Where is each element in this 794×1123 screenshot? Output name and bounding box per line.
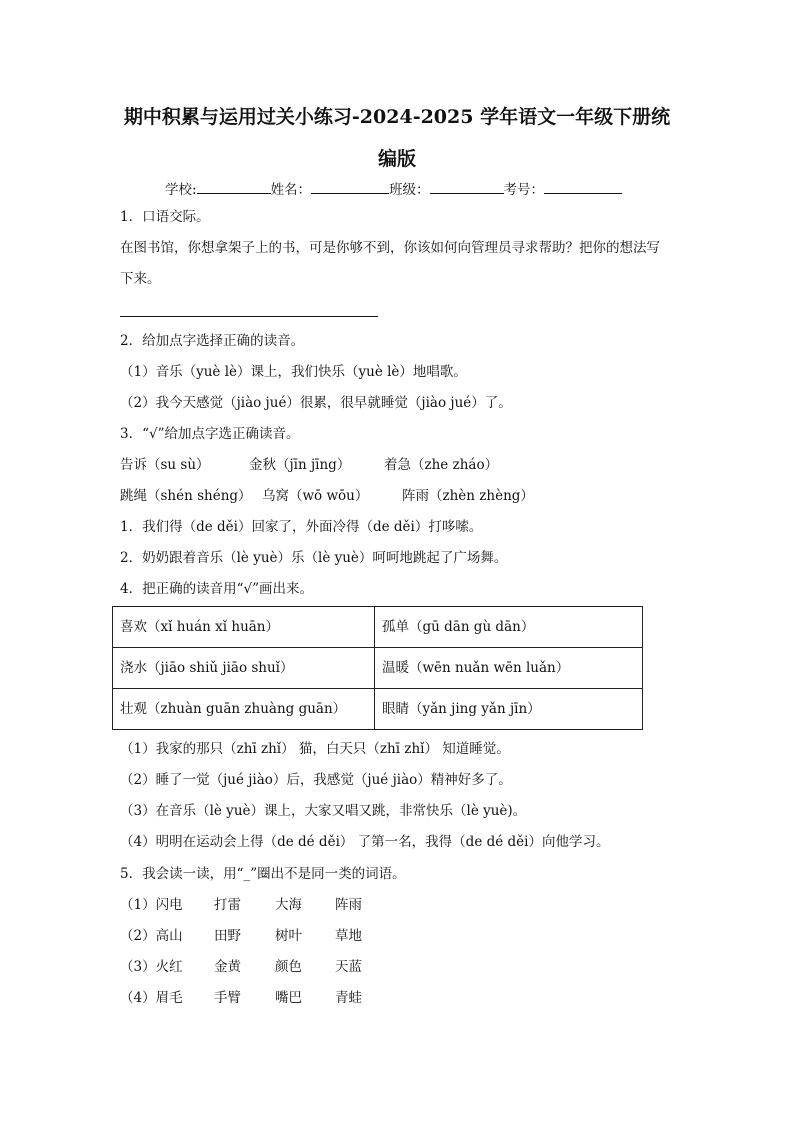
q1-answer-line[interactable] — [120, 316, 378, 317]
q5-word[interactable]: 阵雨 — [335, 897, 362, 913]
q3-word: 告诉（su sù） — [120, 457, 210, 473]
q4-item-4: （4）明明在运动会上得（de dé děi） 了第一名，我得（de dé děi）向他学习。 — [120, 834, 610, 850]
q3-word: 着急（zhe zháo） — [384, 457, 499, 473]
q3-sentence-2: 2．奶奶跟着音乐（lè yuè）乐（lè yuè）呵呵地跳起了广场舞。 — [120, 550, 508, 566]
q5-word[interactable]: 树叶 — [275, 928, 302, 944]
q5-word[interactable]: 嘴巴 — [275, 990, 302, 1006]
q5-word[interactable]: （2）高山 — [120, 928, 183, 944]
q5-word[interactable]: 田野 — [214, 928, 241, 944]
q1-text-line-1: 在图书馆，你想拿架子上的书，可是你够不到，你该如何向管理员寻求帮助？把你的想法写 — [120, 240, 660, 256]
q5-word[interactable]: 天蓝 — [335, 959, 362, 975]
q4-item-1: （1）我家的那只（zhī zhǐ） 猫，白天只（zhī zhǐ） 知道睡觉。 — [120, 741, 510, 757]
q3-heading: 3．“√”给加点字选正确读音。 — [120, 426, 300, 442]
q5-word[interactable]: 打雷 — [214, 897, 241, 913]
q3-word: 金秋（jīn jīng） — [249, 457, 351, 473]
q5-word[interactable]: 颜色 — [275, 959, 302, 975]
school-label: 学校: — [165, 182, 197, 198]
q5-word[interactable]: 青蛙 — [335, 990, 362, 1006]
q5-word[interactable]: （4）眉毛 — [120, 990, 183, 1006]
q5-word[interactable]: 手臂 — [214, 990, 241, 1006]
class-label: 班级： — [389, 182, 430, 198]
q3-sentence-1: 1．我们得（de děi）回家了，外面冷得（de děi）打哆嗦。 — [120, 519, 483, 535]
table-cell[interactable]: 孤单（gū dān gù dān） — [375, 607, 643, 648]
q5-word[interactable]: 金黄 — [214, 959, 241, 975]
q3-word: 乌窝（wō wōu） — [262, 488, 369, 504]
q4-item-2: （2）睡了一觉（jué jiào）后，我感觉（jué jiào）精神好多了。 — [120, 772, 512, 788]
q4-item-3: （3）在音乐（lè yuè）课上，大家又唱又跳，非常快乐（lè yuè)。 — [120, 803, 527, 819]
table-cell[interactable]: 温暖（wēn nuǎn wēn luǎn） — [375, 648, 643, 689]
table-cell[interactable]: 浇水（jiāo shiǔ jiāo shuǐ） — [113, 648, 375, 689]
name-blank[interactable] — [311, 179, 389, 194]
q1-heading: 1．口语交际。 — [120, 209, 210, 225]
q3-word: 阵雨（zhèn zhèng） — [402, 488, 534, 504]
q1-text-line-2: 下来。 — [120, 271, 161, 287]
class-blank[interactable] — [430, 179, 504, 194]
q5-word[interactable]: 大海 — [275, 897, 302, 913]
q2-heading: 2．给加点字选择正确的读音。 — [120, 333, 305, 349]
exam-no-blank[interactable] — [544, 179, 622, 194]
q4-heading: 4．把正确的读音用“√”画出来。 — [120, 581, 313, 597]
q5-word[interactable]: （1）闪电 — [120, 897, 183, 913]
table-row — [113, 648, 643, 689]
title-line-2: 编版 — [377, 148, 416, 170]
q5-word[interactable]: 草地 — [335, 928, 362, 944]
table-cell[interactable]: 喜欢（xǐ huán xǐ huān） — [113, 607, 375, 648]
q5-word[interactable]: （3）火红 — [120, 959, 183, 975]
school-blank[interactable] — [197, 179, 271, 194]
table-row — [113, 607, 643, 648]
q3-word: 跳绳（shén shéng） — [120, 488, 252, 504]
table-row — [113, 689, 643, 730]
name-label: 姓名： — [270, 182, 312, 198]
q5-heading: 5．我会读一读，用“_”圈出不是同一类的词语。 — [120, 866, 406, 882]
q2-item-1: （1）音乐（yuè lè）课上，我们快乐（yuè lè）地唱歌。 — [120, 364, 467, 380]
table-cell[interactable]: 眼睛（yǎn jing yǎn jīn） — [375, 689, 643, 730]
exam-no-label: 考号： — [503, 182, 545, 198]
q4-pinyin-table — [112, 606, 643, 730]
student-info-row — [165, 179, 622, 200]
table-cell[interactable]: 壮观（zhuàn guān zhuàng guān） — [113, 689, 375, 730]
q2-item-2: （2）我今天感觉（jiào jué）很累，很早就睡觉（jiào jué）了。 — [120, 395, 512, 411]
title-line-1: 期中积累与运用过关小练习-2024-2025 学年语文一年级下册统 — [123, 106, 671, 128]
